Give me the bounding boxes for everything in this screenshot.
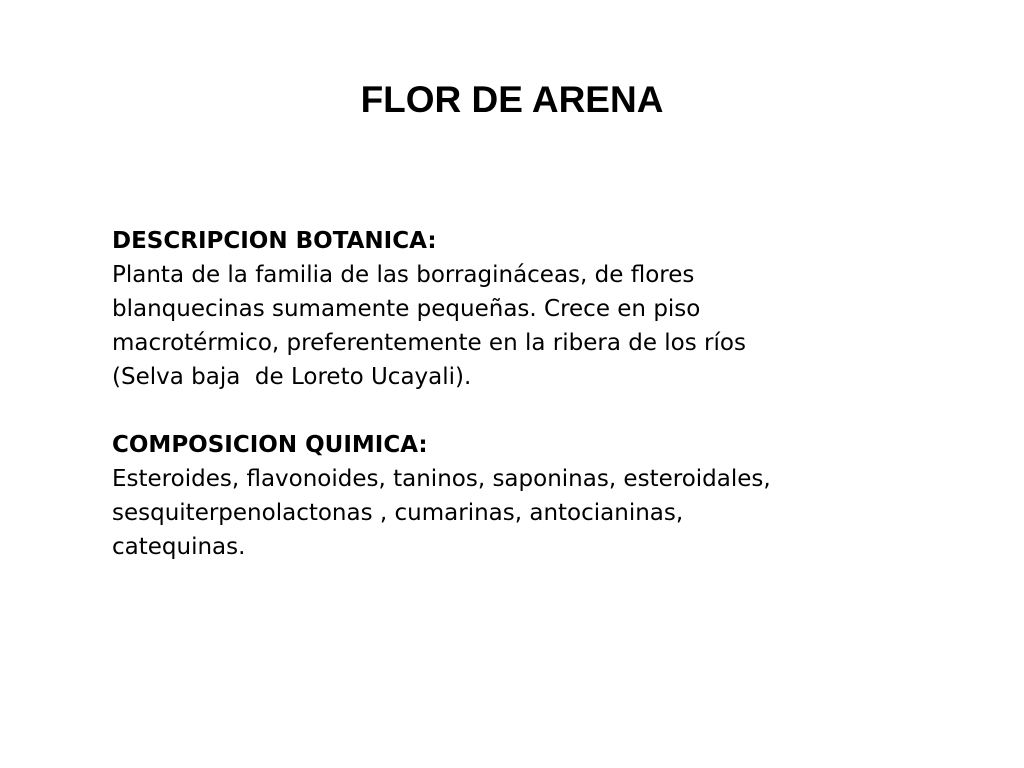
section-heading-chemical: COMPOSICION QUIMICA: xyxy=(112,432,428,458)
text-line: (Selva baja de Loreto Ucayali). xyxy=(112,364,472,390)
slide-title: FLOR DE ARENA xyxy=(360,79,664,120)
text-line: Esteroides, flavonoides, taninos, saponinas, esteroidales, xyxy=(112,466,771,492)
text-line: catequinas. xyxy=(112,534,246,560)
section-body-botanical xyxy=(112,258,1002,394)
slide-content xyxy=(112,224,1002,564)
section-chemical-composition xyxy=(112,428,1002,564)
section-heading-botanical: DESCRIPCION BOTANICA: xyxy=(112,228,437,254)
section-spacer xyxy=(112,394,1002,428)
text-line: macrotérmico, preferentemente en la ribera de los ríos xyxy=(112,330,746,356)
text-line: Planta de la familia de las borragináceas, de flores xyxy=(112,262,695,288)
section-body-chemical xyxy=(112,462,1002,564)
text-line: blanquecinas sumamente pequeñas. Crece en piso xyxy=(112,296,701,322)
text-line: sesquiterpenolactonas , cumarinas, antocianinas, xyxy=(112,500,684,526)
section-botanical-description xyxy=(112,224,1002,394)
